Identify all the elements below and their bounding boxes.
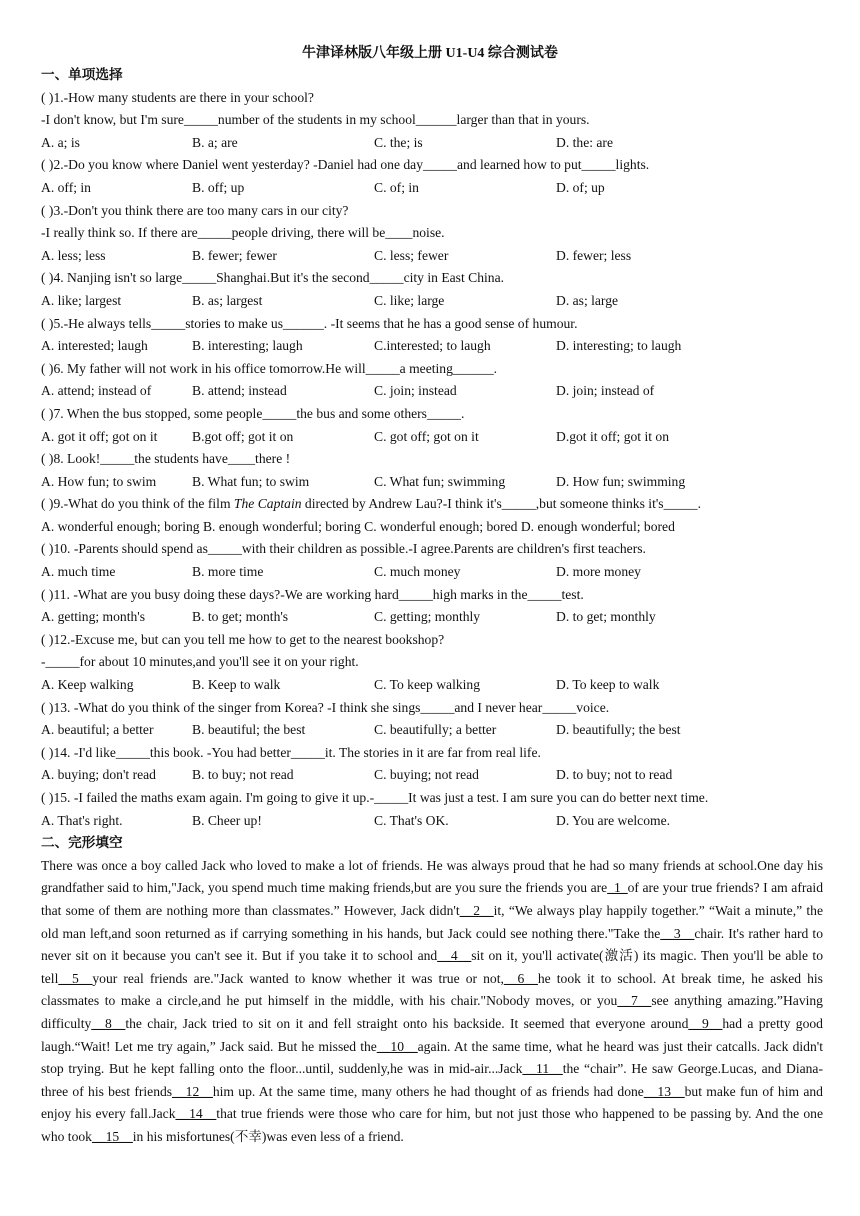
options-row [41,674,823,697]
mcq-question-line: ( )3.-Don't you think there are too many cars in our city? [41,202,349,218]
options-row [41,177,823,200]
mcq-question-line: -I don't know, but I'm sure_____number of the students in my school______larger than that in yours. [41,112,590,128]
option-a: A. getting; month's [41,609,146,625]
option-c: C. of; in [374,179,419,195]
options-row [41,810,823,833]
mcq-question-line: ( )14. -I'd like_____this book. -You had better_____it. The stories in it are far from real life. [41,744,541,760]
options-row [41,561,823,584]
options-row [41,426,823,449]
options-row [41,719,823,742]
option-c: C. join; instead [374,383,457,399]
options-row [41,335,823,358]
cloze-blank: __2__ [459,902,494,918]
option-d: D.got it off; got it on [556,428,670,444]
option-d: D. interesting; to laugh [556,338,682,354]
option-d: D. the: are [556,134,613,150]
exam-content [41,64,823,1149]
options-row: A. wonderful enough; boring B. enough wonderful; boring C. wonderful enough; bored D. enough wonderful; bored [41,518,675,534]
option-a: A. much time [41,564,116,580]
option-b: B. to get; month's [192,609,289,625]
cloze-blank: __11__ [522,1061,563,1077]
cloze-blank: __13__ [643,1083,685,1099]
option-c: C. What fun; swimming [374,473,506,489]
option-a: A. like; largest [41,292,122,308]
option-a: A. less; less [41,247,106,263]
options-row [41,290,823,313]
option-d: D. To keep to walk [556,677,660,693]
cloze-blank: __5__ [58,970,93,986]
options-row [41,380,823,403]
mcq-question-line: ( )4. Nanjing isn't so large_____Shanghai.But it's the second_____city in East China. [41,270,505,286]
mcq-question-line: ( )12.-Excuse me, but can you tell me how to get to the nearest bookshop? [41,631,445,647]
option-a: A. How fun; to swim [41,473,157,489]
mcq-question-line: ( )13. -What do you think of the singer from Korea? -I think she sings_____and I never hear_____voice. [41,699,610,715]
cloze-blank: __9__ [688,1015,723,1031]
film-title: The Captain [233,496,302,512]
option-a: A. attend; instead of [41,383,152,399]
options-row [41,606,823,629]
mcq-question-line: ( )2.-Do you know where Daniel went yesterday? -Daniel had one day_____and learned how to put_____lights. [41,157,650,173]
option-c: C. the; is [374,134,423,150]
section-heading: 二、完形填空 [41,835,123,851]
option-b: B. What fun; to swim [192,473,310,489]
mcq-question-line: ( )5.-He always tells_____stories to make us______. -It seems that he has a good sense of humour. [41,315,578,331]
option-a: A. off; in [41,179,91,195]
cloze-blank: __12__ [172,1083,213,1099]
option-b: B. beautiful; the best [192,722,306,738]
option-b: B.got off; got it on [192,428,294,444]
option-d: D. more money [556,564,641,580]
option-b: B. attend; instead [192,383,287,399]
option-a: A. buying; don't read [41,767,156,783]
mcq-question-line: ( )1.-How many students are there in your school? [41,89,314,105]
option-d: D. You are welcome. [556,812,671,828]
cloze-blank: __6__ [503,970,538,986]
option-d: D. of; up [556,179,605,195]
mcq-question-line: ( )11. -What are you busy doing these days?-We are working hard_____high marks in the_____test. [41,586,584,602]
option-b: B. more time [192,564,264,580]
option-c: C. beautifully; a better [374,722,497,738]
cloze-blank: __8__ [91,1015,126,1031]
option-b: B. interesting; laugh [192,338,303,354]
mcq-question-line: -I really think so. If there are_____people driving, there will be____noise. [41,225,445,241]
options-row [41,132,823,155]
option-b: B. Keep to walk [192,677,281,693]
mcq-question-line: ( )6. My father will not work in his office tomorrow.He will_____a meeting______. [41,360,498,376]
cloze-blank: __15__ [91,1128,133,1144]
option-d: D. to get; monthly [556,609,656,625]
options-row [41,764,823,787]
option-b: B. Cheer up! [192,812,262,828]
section-heading: 一、单项选择 [41,67,123,82]
option-b: B. a; are [192,134,238,150]
option-c: C. much money [374,564,461,580]
mcq-question-line: ( )8. Look!_____the students have____there ! [41,451,291,467]
cloze-blank: __10__ [376,1038,418,1054]
options-row [41,471,823,494]
option-b: B. to buy; not read [192,767,294,783]
mcq-question-line: ( )10. -Parents should spend as_____with their children as possible.-I agree.Parents are children's first teachers. [41,541,646,557]
option-a: A. interested; laugh [41,338,148,354]
option-d: D. fewer; less [556,247,632,263]
option-d: D. How fun; swimming [556,473,686,489]
mcq-question-line: ( )9.-What do you think of the film The Captain directed by Andrew Lau?-I think it's_____,but someone thinks it's_____. [41,496,701,512]
mcq-question-line: ( )7. When the bus stopped, some people_____the bus and some others_____. [41,405,465,421]
page-title: 牛津译林版八年级上册 U1-U4 综合测试卷 [302,46,558,61]
option-c: C.interested; to laugh [374,338,491,354]
option-c: C. To keep walking [374,677,481,693]
options-row [41,245,823,268]
option-b: B. fewer; fewer [192,247,277,263]
option-c: C. less; fewer [374,247,449,263]
option-a: A. That's right. [41,812,123,828]
option-d: D. to buy; not to read [556,767,673,783]
mcq-question-line: -_____for about 10 minutes,and you'll see it on your right. [41,654,359,670]
cloze-blank: _1_ [607,880,628,896]
option-c: C. getting; monthly [374,609,481,625]
option-c: C. buying; not read [374,767,479,783]
cloze-passage: There was once a boy called Jack who loved to make a lot of friends. He was always proud that he had so many friends at school.One day his grandfather said to him,"Jack, you spend much time making friends,but are you sure the friends you are_1_of are your true friends? I am afraid that some of them are nothing more than classmates.” However, Jack didn't__2__it, “We always play happily together.” “Wait a minute,” the old man left,and soon returned as if carrying something in his hands, but Jack could see nothing there."Take the__3__chair. It's rather hard to never sit on it because you can't see it. But if you take it to school and__4__sit on it, you'll activate(激活) its magic. Then you'll be able to tell__5__your real friends are."Jack wanted to know whether it was true or not,__6__he took it to school. At break time, he asked his classmates to make a circle,and he put himself in the middle, with his chair."Nobody moves, or you__7__see anything amazing.”Having difficulty__8__the chair, Jack tried to sit on it and fell straight onto his backside. It seemed that everyone around__9__had a pretty good laugh.“Wait! Let me try again,” Jack said. But he missed the__10__again. At the same time, what he heard was just their catcalls. Jack didn't stop trying. But he kept falling onto the floor...until, suddenly,he was in mid-air...Jack__11__the “chair”. He saw George.Lucas, and Diana-three of his best friends__12__him up. At the same time, many others he had thought of as friends had done__13__but make fun of him and enjoy his every fall.Jack__14__that true friends were those who care for him, but not just those who happened to be passing by. And the one who took__15__in his misfortunes(不幸)was even less of a friend. [41,857,823,1144]
cloze-blank: __3__ [660,925,695,941]
option-a: A. got it off; got on it [41,428,158,444]
cloze-blank: __4__ [437,948,472,964]
cloze-blank: __14__ [175,1106,217,1122]
option-a: A. beautiful; a better [41,722,154,738]
option-b: B. off; up [192,179,245,195]
option-c: C. That's OK. [374,812,449,828]
option-c: C. like; large [374,292,445,308]
option-b: B. as; largest [192,292,263,308]
option-a: A. a; is [41,134,80,150]
option-c: C. got off; got on it [374,428,479,444]
option-a: A. Keep walking [41,677,134,693]
option-d: D. join; instead of [556,383,655,399]
cloze-blank: __7__ [617,993,652,1009]
option-d: D. as; large [556,292,619,308]
mcq-question-line: ( )15. -I failed the maths exam again. I'm going to give it up.-_____It was just a test. I am sure you can do better next time. [41,790,709,805]
option-d: D. beautifully; the best [556,722,681,738]
